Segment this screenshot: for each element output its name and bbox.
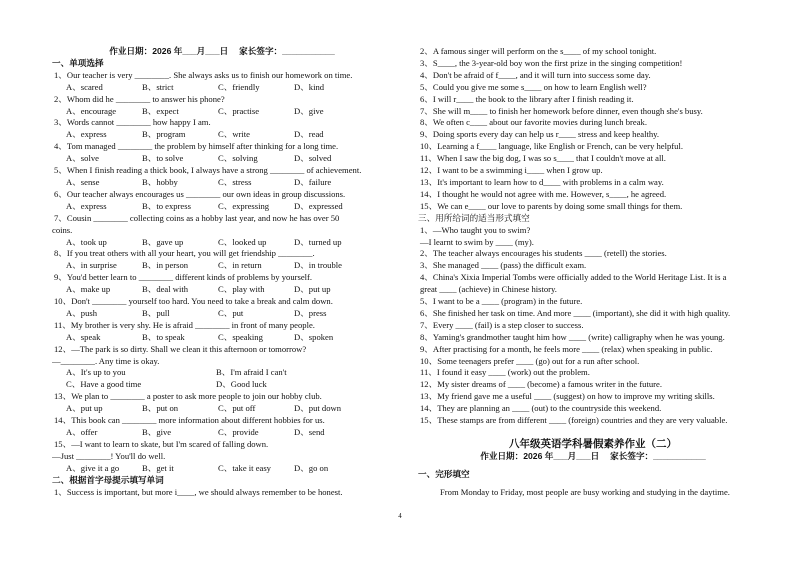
option: B、expect <box>142 105 179 116</box>
word-form-item: 4、China's Xixia Imperial Tombs were officially added to the World Heritage List. It is a <box>420 272 727 283</box>
options-row <box>52 284 392 296</box>
option: C、write <box>218 129 250 140</box>
word-form-item: —I learnt to swim by ____ (my). <box>420 236 534 247</box>
option: D、read <box>294 129 324 140</box>
word-form-list <box>418 248 768 427</box>
word-form-item: 13、My friend gave me a useful ____ (suggest) on how to improve my writing skills. <box>420 391 715 402</box>
option: A、solve <box>66 153 99 164</box>
fill-item: 10、Learning a f____ language, like English or French, can be very helpful. <box>420 141 683 152</box>
multiple-choice-list <box>52 70 392 475</box>
option: A、offer <box>66 427 98 437</box>
question-text: 4、Tom managed ________ the problem by himself after thinking for a long time. <box>54 141 339 152</box>
option: C、Have a good time <box>66 379 142 390</box>
option: B、hobby <box>142 176 178 187</box>
fill-item: 14、I thought he would not agree with me. However, s____, he agreed. <box>420 188 667 199</box>
section-title-word-form: 三、用所给词的适当形式填空 <box>418 212 530 223</box>
word-form-item: 2、The teacher always encourages his students ____ (retell) the stories. <box>420 248 667 259</box>
word-form-item: 15、These stamps are from different ____ (foreign) countries and they are very valuable. <box>420 415 728 426</box>
option: A、put up <box>66 403 103 414</box>
option: B、program <box>142 129 186 140</box>
question-text: 9、You'd better learn to ________ different kinds of problems by yourself. <box>54 272 313 283</box>
option: D、spoken <box>294 331 334 342</box>
option: A、in surprise <box>66 260 117 271</box>
option: A、encourage <box>66 105 117 116</box>
word-form-item: 12、My sister dreams of ____ (become) a famous writer in the future. <box>420 379 662 390</box>
option: A、scared <box>66 81 103 92</box>
fill-item: 3、S____, the 3-year-old boy won the first prize in the singing competition! <box>420 57 683 68</box>
section-title-cloze: 一、完形填空 <box>418 468 470 479</box>
options-row <box>52 153 392 165</box>
option: C、looked up <box>218 236 267 247</box>
question-text: 12、—The park is so dirty. Shall we clean it this afternoon or tomorrow? <box>54 343 307 354</box>
option: C、expressing <box>218 200 270 211</box>
options-row <box>52 260 392 272</box>
word-form-item: 8、Yaming's grandmother taught him how ____ (write) calligraphy when he was young. <box>420 331 725 342</box>
fill-item: 9、Doing sports every day can help us r____ stress and keep healthy. <box>420 129 660 140</box>
word-form-item: 6、She finished her task on time. And more ____ (important), she did it with high quality. <box>420 307 731 318</box>
fill-item: 11、When I saw the big dog, I was so s____ that I couldn't move at all. <box>420 153 666 164</box>
option: D、press <box>294 307 327 318</box>
fill-item: 15、We can e____ our love to parents by doing some small things for them. <box>420 200 683 211</box>
initial-letter-list <box>418 46 768 213</box>
options-row <box>52 308 392 320</box>
question-text-cont: —Just ________! You'll do well. <box>52 450 166 461</box>
cloze-text: From Monday to Friday, most people are busy working and studying in the daytime. <box>440 486 730 497</box>
word-form-item: 7、Every ____ (fail) is a step closer to success. <box>420 319 584 330</box>
question-text: 8、If you treat others with all your heart, you will get friendship ________. <box>54 248 315 259</box>
options-row <box>52 332 392 344</box>
assignment-header-2: 作业日期：2026 年___月___日 家长签字：___________ <box>480 451 706 461</box>
option: B、get it <box>142 462 174 473</box>
word-form-item: 9、After practising for a month, he feels more ____ (relax) when speaking in public. <box>420 343 713 354</box>
question-text-cont: coins. <box>52 224 73 235</box>
option: D、failure <box>294 176 332 187</box>
assignment-header: 作业日期：2026 年___月___日 家长签字：___________ <box>109 46 335 56</box>
option: B、give <box>142 427 172 437</box>
question-text: 7、Cousin ________ collecting coins as a hobby last year, and now he has over 50 <box>54 212 340 223</box>
option: C、in return <box>218 260 262 271</box>
options-row <box>52 129 392 141</box>
right-column <box>418 46 768 499</box>
option: B、to solve <box>142 153 184 164</box>
options-row <box>52 367 392 379</box>
option: B、deal with <box>142 284 189 295</box>
question-text-cont: —________. Any time is okay. <box>52 355 160 366</box>
options-row <box>52 237 392 249</box>
question-text: 1、Our teacher is very ________. She always asks us to finish our homework on time. <box>54 69 353 80</box>
word-form-item: 10、Some teenagers prefer ____ (go) out for a run after school. <box>420 355 640 366</box>
word-form-item: 5、I want to be a ____ (program) in the future. <box>420 296 583 307</box>
option: B、I'm afraid I can't <box>216 367 287 378</box>
question-text: 2、Whom did he ________ to answer his phone? <box>54 93 225 104</box>
question-text: 15、—I want to learn to skate, but I'm scared of falling down. <box>54 438 269 449</box>
option: A、speak <box>66 331 101 342</box>
option: A、took up <box>66 236 107 247</box>
option: D、expressed <box>294 200 343 211</box>
option: B、to speak <box>142 331 185 342</box>
option: C、stress <box>218 176 252 187</box>
word-form-intro <box>418 225 768 249</box>
section-title-initial-letter: 二、根据首字母提示填写单词 <box>52 474 164 485</box>
option: A、express <box>66 129 107 140</box>
option: C、practise <box>218 105 260 116</box>
fill-item: 6、I will r____ the book to the library after I finish reading it. <box>420 93 634 104</box>
option: D、solved <box>294 153 332 164</box>
option: C、speaking <box>218 331 263 342</box>
fill-item: 12、I want to be a swimming i____ when I grow up. <box>420 165 603 176</box>
option: A、sense <box>66 176 100 187</box>
option: B、put on <box>142 403 179 414</box>
question-text: 6、Our teacher always encourages us ________ our own ideas in group discussions. <box>54 188 346 199</box>
option: A、It's up to you <box>66 367 126 378</box>
option: B、to express <box>142 200 191 211</box>
fill-item: 2、A famous singer will perform on the s____ of my school tonight. <box>420 46 657 56</box>
word-form-item: 3、She managed ____ (pass) the difficult exam. <box>420 260 587 271</box>
option: A、make up <box>66 284 111 295</box>
option: D、put up <box>294 284 331 295</box>
question-text: 10、Don't ________ yourself too hard. You need to take a break and calm down. <box>54 296 333 307</box>
option: C、solving <box>218 153 258 164</box>
options-row <box>52 403 392 415</box>
options-row <box>52 379 392 391</box>
option: A、push <box>66 307 98 318</box>
option: C、provide <box>218 427 259 437</box>
option: D、go on <box>294 462 329 473</box>
option: C、put off <box>218 403 256 414</box>
question-text: 3、Words cannot ________ how happy I am. <box>54 117 211 128</box>
question-text: 11、My brother is very shy. He is afraid ________ in front of many people. <box>54 319 315 330</box>
option: D、put down <box>294 403 342 414</box>
options-row <box>52 106 392 118</box>
question-text: 13、We plan to ________ a poster to ask more people to join our hobby club. <box>54 391 322 402</box>
left-column <box>52 46 392 498</box>
word-form-item: great ____ (achieve) in Chinese history. <box>420 284 557 295</box>
question-text: 14、This book can ________ more information about different hobbies for us. <box>54 415 325 426</box>
option: C、take it easy <box>218 462 271 473</box>
option: C、put <box>218 307 244 318</box>
option: D、kind <box>294 81 325 92</box>
options-row <box>52 463 392 475</box>
option: A、express <box>66 200 107 211</box>
word-form-item: 11、I found it easy ____ (work) out the problem. <box>420 367 590 378</box>
fill-item: 7、She will m____ to finish her homework before dinner, even though she's busy. <box>420 105 703 116</box>
options-row <box>52 82 392 94</box>
option: D、Good luck <box>216 379 267 390</box>
page-number: 4 <box>398 512 402 520</box>
option: D、turned up <box>294 236 342 247</box>
options-row <box>52 177 392 189</box>
options-row <box>52 427 392 439</box>
option: B、pull <box>142 307 170 318</box>
fill-item: 4、Don't be afraid of f____, and it will turn into success some day. <box>420 69 651 80</box>
option: B、in person <box>142 260 189 271</box>
fill-item: 8、We often c____ about our favorite movies during lunch break. <box>420 117 647 128</box>
option: A、give it a go <box>66 462 120 473</box>
option: B、strict <box>142 81 174 92</box>
fill-item: 5、Could you give me some s____ on how to learn English well? <box>420 81 647 92</box>
question-text: 5、When I finish reading a thick book, I always have a strong ________ of achievement. <box>54 165 362 176</box>
option: C、play with <box>218 284 265 295</box>
option: B、gave up <box>142 236 184 247</box>
fill-item: 13、It's important to learn how to d____ with problems in a calm way. <box>420 176 664 187</box>
section-title-multiple-choice: 一、单项选择 <box>52 57 104 68</box>
options-row <box>52 201 392 213</box>
word-form-item: 1、—Who taught you to swim? <box>420 224 531 235</box>
option: C、friendly <box>218 81 260 92</box>
fill-item: 1、Success is important, but more i____, we should always remember to be honest. <box>54 486 343 497</box>
option: D、give <box>294 105 324 116</box>
option: D、send <box>294 427 325 437</box>
option: D、in trouble <box>294 260 342 271</box>
word-form-item: 14、They are planning an ____ (out) to the countryside this weekend. <box>420 403 662 414</box>
homework-title: 八年级英语学科暑假素养作业（二） <box>509 438 677 450</box>
